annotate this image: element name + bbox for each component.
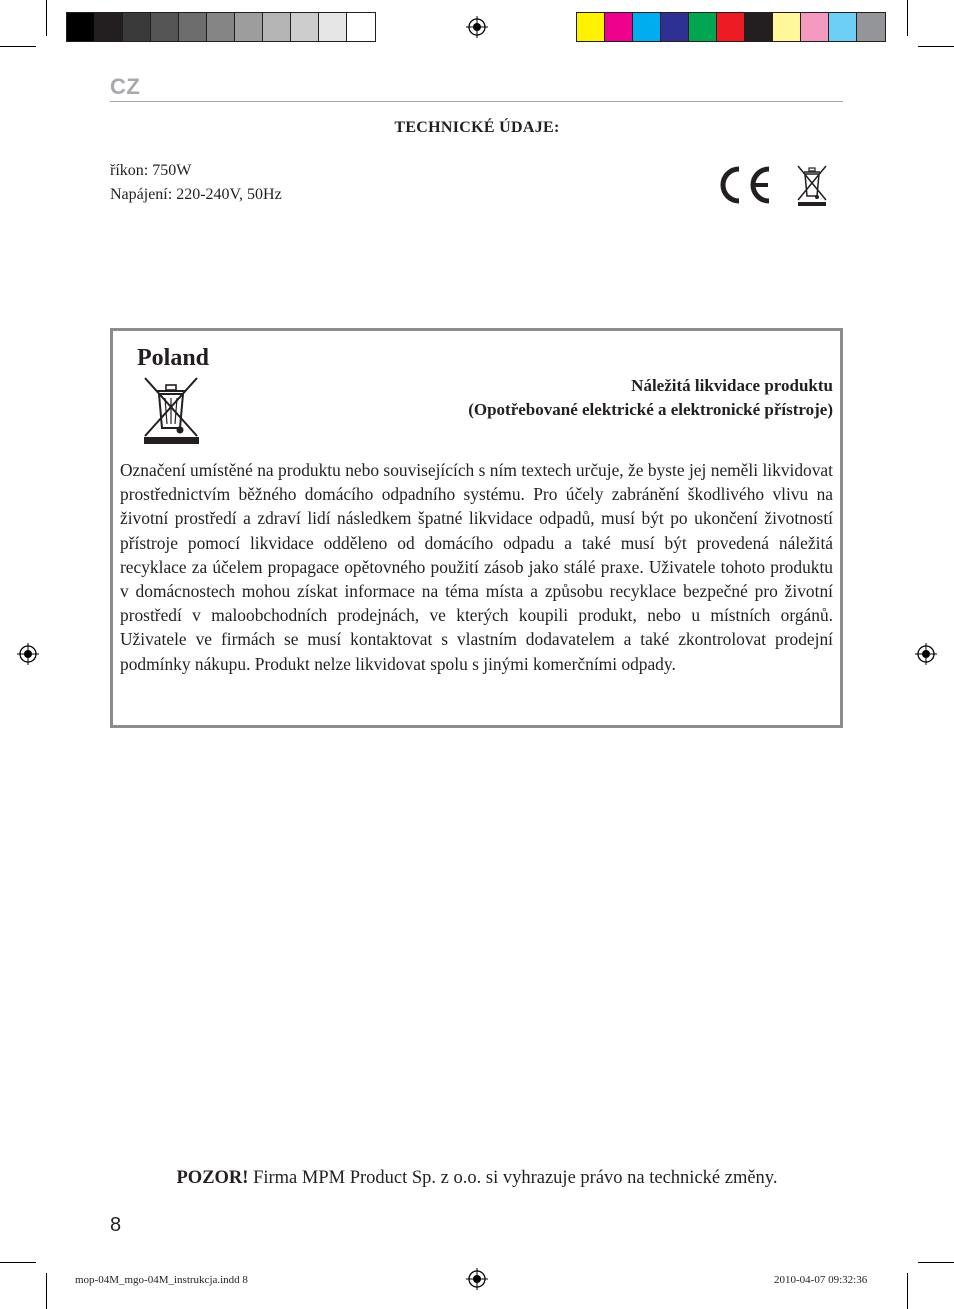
color-swatch: [857, 13, 885, 41]
notice-label: POZOR!: [176, 1168, 249, 1188]
crop-mark: [918, 46, 954, 47]
color-swatch: [801, 13, 829, 41]
process-color-bar: [576, 12, 886, 42]
color-swatch: [633, 13, 661, 41]
color-swatch: [745, 13, 773, 41]
notice: [0, 1168, 954, 1189]
color-swatch: [123, 13, 151, 41]
color-swatch: [605, 13, 633, 41]
notice-text: Firma MPM Product Sp. z o.o. si vyhrazuje právo na technické změny.: [248, 1168, 778, 1188]
registration-mark-icon: [466, 16, 488, 38]
color-swatch: [179, 13, 207, 41]
spec-power: říkon: 750W: [110, 162, 192, 179]
color-swatch: [829, 13, 857, 41]
language-tag: CZ: [110, 74, 141, 99]
crop-mark: [907, 0, 908, 36]
color-swatch: [347, 13, 375, 41]
color-swatch: [235, 13, 263, 41]
page-number: 8: [110, 1214, 122, 1236]
color-swatch: [717, 13, 745, 41]
color-swatch: [661, 13, 689, 41]
color-swatch: [207, 13, 235, 41]
footer-filename: mop-04M_mgo-04M_instrukcja.indd 8: [75, 1274, 248, 1286]
spec-supply: Napájení: 220-240V, 50Hz: [110, 186, 282, 203]
color-swatch: [263, 13, 291, 41]
ce-mark-icon: [717, 166, 773, 204]
color-swatch: [151, 13, 179, 41]
footer-timestamp: 2010-04-07 09:32:36: [774, 1274, 868, 1286]
country-label: Poland: [137, 345, 210, 371]
page-title: TECHNICKÉ ÚDAJE:: [394, 119, 560, 136]
weee-bin-icon: [796, 162, 828, 206]
registration-mark-icon: [466, 1268, 488, 1290]
header-divider: [110, 101, 843, 102]
crop-mark: [0, 1262, 36, 1263]
color-swatch: [773, 13, 801, 41]
color-swatch: [319, 13, 347, 41]
registration-mark-icon: [17, 643, 39, 665]
registration-mark-icon: [915, 643, 937, 665]
weee-bin-icon: [143, 374, 199, 445]
disposal-body-text: Označení umístěné na produktu nebo souvisejících s ním textech určuje, že byste jej neměli likvidovat prostřednictvím běžného domácího odpadního systému. Pro účely zabránění škodlivého vlivu na životní prostředí a zdraví lidí následkem špatné likvidace odpadů, musí být po ukončení životností přístroje pomocí likvidace odděleno od domácího odpadu a také musí být provedená náležitá recyklace za účelem propagace opětovného použití zásob jako stálé praxe. Uživatele tohoto produktu v domácnostech mohou získat informace na téma místa a způsobu recyklace bezpečné pro životní prostředí v maloobchodních prodejnách, ve kterých koupili produkt, nebo u místních orgánů. Uživatele ve firmách se musí kontaktovat s vlastním dodavatelem a také zkontrolovat prodejní podmínky nákupu. Produkt nelze likvidovat spolu s jinými komerčními odpady.: [120, 460, 833, 674]
crop-mark: [46, 1273, 47, 1309]
box-title-line1: Náležitá likvidace produktu: [631, 376, 833, 395]
grayscale-color-bar: [66, 12, 376, 42]
crop-mark: [907, 1273, 908, 1309]
color-swatch: [689, 13, 717, 41]
color-swatch: [95, 13, 123, 41]
box-title-line2: (Opotřebované elektrické a elektronické přístroje): [468, 400, 833, 419]
color-swatch: [577, 13, 605, 41]
crop-mark: [0, 46, 36, 47]
color-swatch: [291, 13, 319, 41]
crop-mark: [46, 0, 47, 36]
crop-mark: [918, 1262, 954, 1263]
color-swatch: [67, 13, 95, 41]
